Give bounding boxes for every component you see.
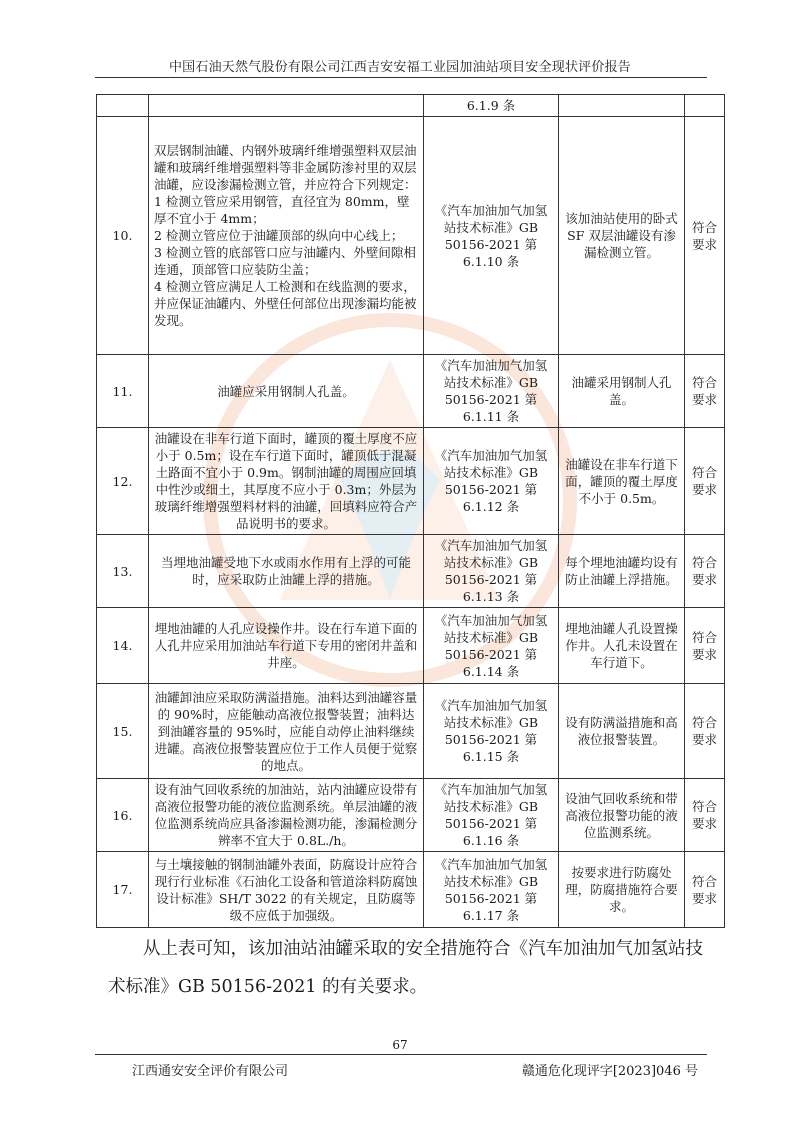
requirement-cell: 油罐应采用钢制人孔盖。	[149, 355, 424, 428]
actual-condition-cell: 埋地油罐人孔设置操作井。人孔未设置在车行道下。	[559, 608, 685, 684]
footer-company: 江西通安安全评价有限公司	[132, 1064, 289, 1079]
result-cell: 符合要求	[685, 608, 725, 684]
basis-cell: 《汽车加油加气加氢站技术标准》GB 50156-2021 第 6.1.15 条	[424, 684, 559, 779]
table-row	[97, 535, 725, 608]
row-number: 14.	[97, 608, 149, 684]
row-number: 13.	[97, 535, 149, 608]
footer-divider	[95, 1054, 707, 1055]
actual-condition-cell: 按要求进行防腐处理，防腐措施符合要求。	[559, 852, 685, 928]
result-cell: 符合要求	[685, 428, 725, 535]
actual-condition-cell: 设油气回收系统和带高液位报警功能的液位监测系统。	[559, 779, 685, 852]
table-row	[97, 684, 725, 779]
requirement-cell: 埋地油罐的人孔应设操作井。设在行车道下面的人孔井应采用加油站车行道下专用的密闭井盖和井座。	[149, 608, 424, 684]
table-row	[97, 117, 725, 355]
actual-condition-cell: 油罐采用钢制人孔盖。	[559, 355, 685, 428]
basis-cell: 《汽车加油加气加氢站技术标准》GB 50156-2021 第 6.1.16 条	[424, 779, 559, 852]
requirement-cell	[149, 95, 424, 117]
basis-cell: 《汽车加油加气加氢站技术标准》GB 50156-2021 第 6.1.12 条	[424, 428, 559, 535]
basis-cell: 《汽车加油加气加氢站技术标准》GB 50156-2021 第 6.1.17 条	[424, 852, 559, 928]
requirement-cell: 设有油气回收系统的加油站，站内油罐应设带有高液位报警功能的液位监测系统。单层油罐的液位监测系统尚应具备渗漏检测功能，渗漏检测分辨率不宜大于 0.8L./h。	[149, 779, 424, 852]
table-row	[97, 608, 725, 684]
page-header-title: 中国石油天然气股份有限公司江西吉安安福工业园加油站项目安全现状评价报告	[168, 60, 631, 75]
basis-cell: 《汽车加油加气加氢站技术标准》GB 50156-2021 第 6.1.14 条	[424, 608, 559, 684]
table-row	[97, 355, 725, 428]
header-divider	[95, 77, 707, 78]
row-number: 17.	[97, 852, 149, 928]
actual-condition-cell: 每个埋地油罐均设有防止油罐上浮措施。	[559, 535, 685, 608]
row-number: 12.	[97, 428, 149, 535]
requirement-cell: 双层钢制油罐、内钢外玻璃纤维增强塑料双层油罐和玻璃纤维增强塑料等非金属防渗衬里的双层油罐，应设渗漏检测立管，并应符合下列规定： 1 检测立管应采用钢管，直径宜为 80mm，壁厚不宜小于 4mm； 2 检测立管应位于油罐顶部的纵向中心线上； 3 检测立管的底部管口应与油罐内、外壁间隙相连通，顶部管口应装防尘盖； 4 检测立管应满足人工检测和在线监测的要求，并应保证油罐内、外壁任何部位出现渗漏均能被发现。	[149, 117, 424, 355]
actual-condition-cell	[559, 95, 685, 117]
row-number: 16.	[97, 779, 149, 852]
result-cell: 符合要求	[685, 535, 725, 608]
table-row	[97, 852, 725, 928]
requirement-cell: 油罐卸油应采取防满溢措施。油料达到油罐容量的 90%时，应能触动高液位报警装置；油料达到油罐容量的 95%时，应能自动停止油料继续进罐。高液位报警装置应位于工作人员便于觉察的地点。	[149, 684, 424, 779]
actual-condition-cell: 该加油站使用的卧式 SF 双层油罐设有渗漏检测立管。	[559, 117, 685, 355]
actual-condition-cell: 油罐设在非车行道下面，罐顶的覆土厚度不小于 0.5m。	[559, 428, 685, 535]
table-row	[97, 95, 725, 117]
basis-cell: 《汽车加油加气加氢站技术标准》GB 50156-2021 第 6.1.11 条	[424, 355, 559, 428]
footer-doc-number: 赣通危化现评字[2023]046 号	[521, 1064, 698, 1079]
row-number: 10.	[97, 117, 149, 355]
result-cell: 符合要求	[685, 355, 725, 428]
requirement-cell: 油罐设在非车行道下面时，罐顶的覆土厚度不应小于 0.5m；设在车行道下面时，罐顶低于混凝土路面不宜小于 0.9m。钢制油罐的周围应回填中性沙或细土，其厚度不应小于 0.3m；外层为玻璃纤维增强塑料材料的油罐，回填料应符合产品说明书的要求。	[149, 428, 424, 535]
result-cell: 符合要求	[685, 852, 725, 928]
basis-cell: 《汽车加油加气加氢站技术标准》GB 50156-2021 第 6.1.13 条	[424, 535, 559, 608]
row-number	[97, 95, 149, 117]
result-cell: 符合要求	[685, 779, 725, 852]
safety-evaluation-table	[96, 94, 725, 928]
requirement-cell: 当埋地油罐受地下水或雨水作用有上浮的可能时，应采取防止油罐上浮的措施。	[149, 535, 424, 608]
page-number: 67	[392, 1038, 408, 1052]
actual-condition-cell: 设有防满溢措施和高液位报警装置。	[559, 684, 685, 779]
row-number: 11.	[97, 355, 149, 428]
result-cell	[685, 95, 725, 117]
conclusion-paragraph: 从上表可知，该加油站油罐采取的安全措施符合《汽车加油加气加氢站技术标准》GB 50156-2021 的有关要求。	[108, 939, 703, 997]
table-row	[97, 779, 725, 852]
basis-cell: 《汽车加油加气加氢站技术标准》GB 50156-2021 第 6.1.10 条	[424, 117, 559, 355]
result-cell: 符合要求	[685, 684, 725, 779]
requirement-cell: 与土壤接触的钢制油罐外表面，防腐设计应符合现行行业标准《石油化工设备和管道涂料防腐蚀设计标准》SH/T 3022 的有关规定，且防腐等级不应低于加强级。	[149, 852, 424, 928]
row-number: 15.	[97, 684, 149, 779]
result-cell: 符合要求	[685, 117, 725, 355]
basis-cell: 6.1.9 条	[424, 95, 559, 117]
table-row	[97, 428, 725, 535]
